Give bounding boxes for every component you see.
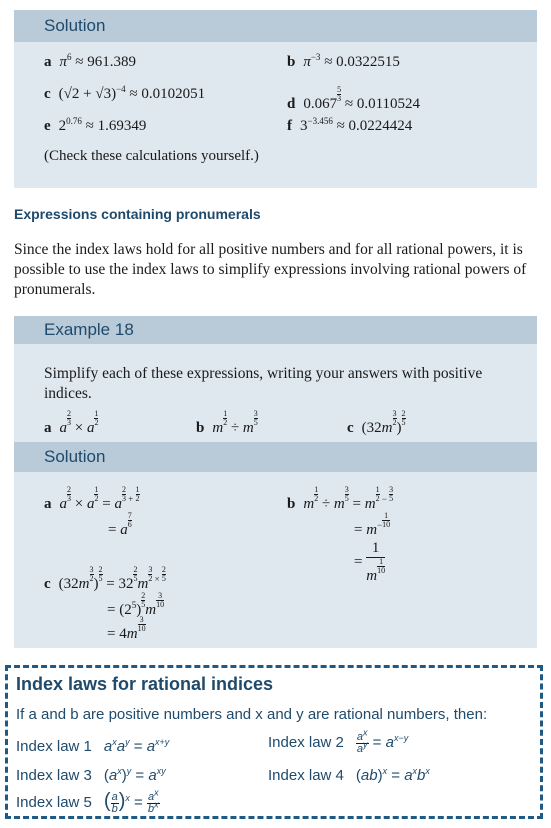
solution2-c-line2: = $(2^5)$ $\frac{2}{5}$ m $\frac{3}{10}$ [107, 591, 165, 618]
example-panel [14, 316, 537, 648]
solution2-a-line1: a a $\frac{2}{3}$ × a $\frac{1}{2}$ = a $\frac{2}{3}$ + $\frac{1}{2}$ [44, 485, 140, 512]
index-law-4: Index law 4 $(ab)^x = a^xb^x$ [268, 766, 430, 784]
index-law-5: Index law 5 ( $\frac{a}{b}$ )$^x$ = $\frac{a^x}{b^x}$ [16, 786, 159, 815]
example-heading: Example 18 [14, 316, 537, 344]
solution2-heading: Solution [14, 442, 537, 472]
solution-heading: Solution [14, 10, 537, 42]
index-law-2: Index law 2 $\frac{a^x}{a^y}$ = $a^{x-y}$ [268, 727, 409, 755]
example-part-a: a a $\frac{2}{3}$ × a $\frac{1}{2}$ [44, 409, 99, 436]
section-heading: Expressions containing pronumerals [14, 206, 261, 222]
solution-item-c: c $(√2 + √3)^{-4} \approx 0.0102051$ [44, 84, 206, 102]
solution-item-b: b $\pi^{-3} \approx 0.0322515$ [287, 52, 400, 70]
solution-item-d: d 0.067 $\frac{5}{3}$ ≈ 0.0110524 [287, 85, 421, 112]
solution2-a-line2: = a $\frac{7}{6}$ [108, 511, 132, 538]
index-law-1: Index law 1 $a^xa^y = a^{x+y}$ [16, 737, 170, 755]
solution2-b-line1: b m $\frac{1}{2}$ ÷ m $\frac{3}{5}$ = m $\frac{1}{2}$ − $\frac{3}{5}$ [287, 485, 394, 512]
index-laws-box [5, 665, 543, 819]
example-part-c: c (32m $\frac{3}{2}$ ) $\frac{2}{5}$ [347, 409, 406, 436]
section-paragraph: Since the index laws hold for all positive numbers and for all rational powers, it is possible to use the index laws to simplify expressions involving rational powers of pronumerals. [14, 241, 527, 298]
solution2-b-line2: = m− $\frac{1}{10}$ [354, 511, 391, 538]
example-question: Simplify each of these expressions, writing your answers with positive indices. [44, 365, 483, 402]
solution-panel-1 [14, 10, 537, 188]
solution-item-f: f $3^{-3.456} \approx 0.0224424$ [287, 116, 413, 134]
index-laws-intro: If a and b are positive numbers and x and y are rational numbers, then: [16, 706, 488, 723]
solution2-b-line3: = 1 m $\frac{1}{10}$ [354, 540, 386, 584]
solution-item-e: e $2^{0.76} \approx 1.69349$ [44, 116, 147, 134]
index-laws-title: Index laws for rational indices [16, 674, 274, 694]
solution2-c-line1: c (32m $\frac{3}{2}$ ) $\frac{2}{5}$ = 32 $\frac{2}{5}$ m $\frac{3}{2}$ × $\frac{2}{5}$ [44, 565, 166, 592]
solution-note: (Check these calculations yourself.) [44, 148, 259, 164]
solution-item-a: a $\pi^6 \approx 961.389$ [44, 52, 136, 70]
index-law-3: Index law 3 $(a^x)^y = a^{xy}$ [16, 766, 166, 784]
solution2-c-line3: = 4m $\frac{3}{10}$ [107, 615, 146, 642]
example-part-b: b m $\frac{1}{2}$ ÷ m $\frac{3}{5}$ [196, 409, 258, 436]
